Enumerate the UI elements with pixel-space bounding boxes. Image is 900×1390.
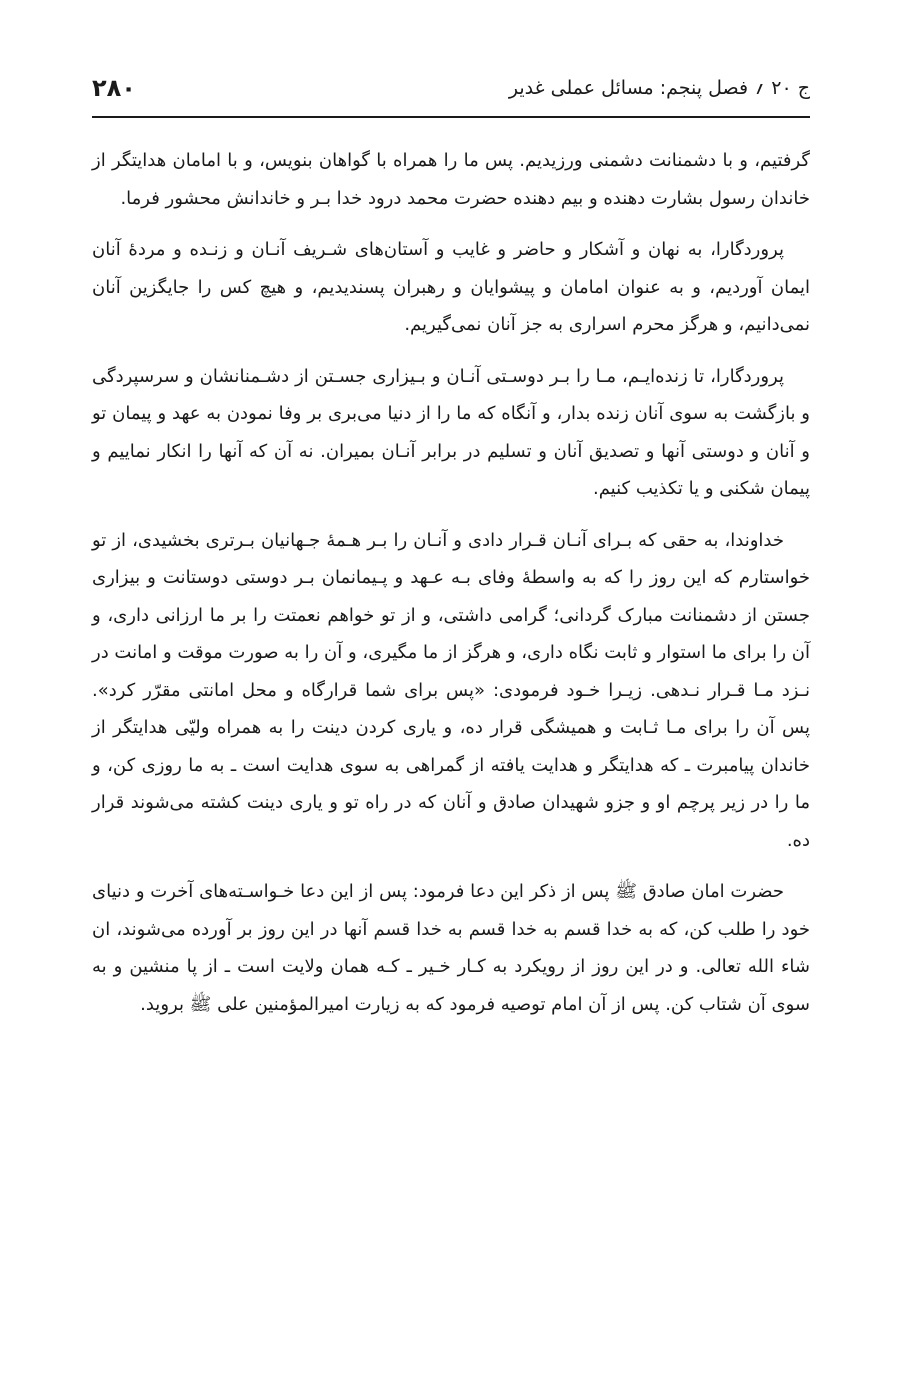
page-header — [92, 68, 810, 108]
running-title: ج ۲۰ ؍ فصل پنجم: مسائل عملی غدیر — [508, 76, 810, 99]
book-page — [92, 0, 810, 1390]
header-divider — [92, 116, 810, 118]
paragraph-faith: پروردگارا، به نهان و آشکار و حاضر و غایب و آستان‌های شـریف آنـان و زنـده و مردهٔ آنان ایمان آوردیم، و به عنوان امامان و پیشوایان و رهبران پسندیدیم، و هیچ کس را جایگزین آنان نمی‌دانیم، و هرگز محرم اسراری به جز آنان نمی‌گیریم. — [92, 239, 810, 335]
paragraph-imam-sadiq: حضرت امان صادق ﷺ پس از ذکر این دعا فرمود: پس از این دعا خـواسـته‌های آخرت و دنیای خود را طلب کن، که به خدا قسم به خدا قسم به خدا قسم آنها در این روز بر آورده می‌شوند، ان شاء الله تعالی. و در این روز از رویکرد به کـار خـیر ـ کـه همان ولایت است ـ از پا منشین و به سوی آن شتاب کن. پس از آن امام توصیه فرمود که به زیارت امیرالمؤمنین علی ﷺ بروید. — [92, 881, 810, 1015]
page-number: ۲۸۰ — [92, 74, 136, 102]
paragraph-allegiance: پروردگارا، تا زنده‌ایـم، مـا را بـر دوسـتی آنـان و بـیزاری جسـتن از دشـمنانشان و سرسپردگی و بازگشت به سوی آنان زنده بدار، و آنگاه که ما را از دنیا می‌بری بر وفا نمودن به عهد و پیمان تو و آنان و دوستی آنها و تصدیق آنان و تسلیم در برابر آنـان بمیران. نه آن که آنها را انکار نماییم و پیمان شکنی و یا تکذیب کنیم. — [92, 365, 810, 499]
paragraph-continuation: گرفتیم، و با دشمنانت دشمنی ورزیدیم. پس ما را همراه با گواهان بنویس، و با امامان هدایتگر از خاندان رسول بشارت دهنده و بیم دهنده حضرت محمد درود خدا بـر و خاندانش محشور فرما. — [92, 150, 810, 209]
body-text — [92, 142, 810, 1037]
paragraph-supplication: خداوندا، به حقی که بـرای آنـان قـرار دادی و آنـان را بـر هـمهٔ جـهانیان بـرتری بخشیدی، از تو خواستارم که این روز را که به واسطهٔ وفای بـه عـهد و پـیمانمان بـر دوستی دوستانت و بیزاری جستن از دشمنانت مبارک گردانی؛ گرامی داشتی، و از تو خواهم نعمتت را بر ما ارزانی داری، و آن را برای ما استوار و ثابت نگاه داری، و هرگز از ما مگیری، و آن را به صورت موقت و امانت در نـزد مـا قـرار نـدهی. زیـرا خـود فرمودی: «پس برای شما قرارگاه و محل امانتی مقرّر کرد». پس آن را برای مـا ثـابت و همیشگی قرار ده، و یاری کردن دینت را به همراه ولیّی هدایتگر از خاندان پیامبرت ـ که هدایتگر و هدایت یافته از گمراهی به سوی هدایت است ـ به ما روزی کن، و ما را در زیر پرچم او و جزو شهیدان صادق و آنان که در راه تو و یاری دینت کشته می‌شوند قرار ده. — [92, 529, 810, 851]
